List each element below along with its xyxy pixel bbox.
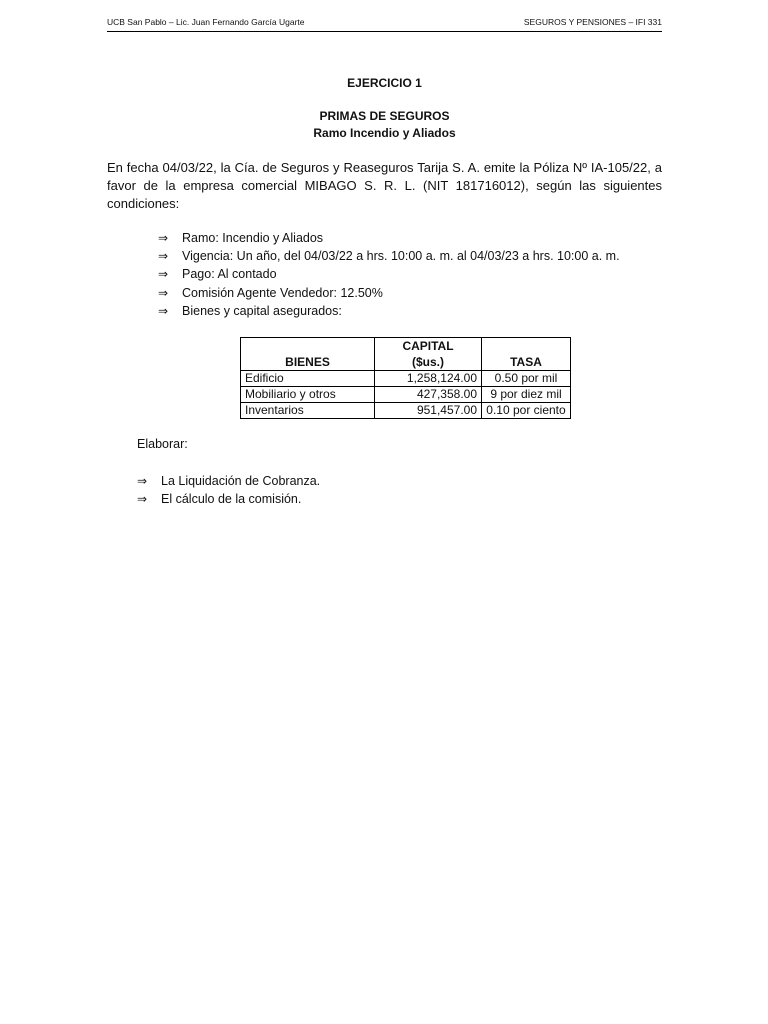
cell-bienes: Mobiliario y otros — [241, 387, 375, 403]
intro-paragraph: En fecha 04/03/22, la Cía. de Seguros y Reaseguros Tarija S. A. emite la Póliza Nº IA-105/22, a favor de la empresa comercial MIBAGO S. R. L. (NIT 181716012), según las siguientes condiciones: — [107, 160, 662, 211]
condition-text: Bienes y capital asegurados: — [182, 303, 342, 318]
header-capital-line2: ($us.) — [411, 355, 444, 369]
condition-item — [158, 247, 620, 265]
cell-tasa: 9 por diez mil — [482, 387, 571, 403]
arrow-icon: ⇒ — [158, 231, 169, 245]
elaborar-item — [137, 490, 320, 508]
condition-item — [158, 284, 620, 302]
table-row — [241, 387, 571, 403]
cell-tasa: 0.10 por ciento — [482, 403, 571, 419]
condition-text: Ramo: Incendio y Aliados — [182, 231, 324, 245]
condition-item — [158, 265, 620, 283]
condition-item — [158, 302, 620, 320]
elaborar-list — [137, 472, 320, 508]
elaborar-text: La Liquidación de Cobranza. — [161, 474, 321, 488]
page-header — [107, 17, 662, 27]
arrow-icon: ⇒ — [137, 492, 148, 507]
header-right: SEGUROS Y PENSIONES – IFI 331 — [523, 17, 662, 27]
header-bienes: BIENES — [241, 338, 375, 371]
arrow-icon: ⇒ — [158, 267, 169, 282]
arrow-icon: ⇒ — [158, 249, 169, 264]
condition-text: Comisión Agente Vendedor: 12.50% — [182, 285, 383, 300]
condition-text: Vigencia: Un año, del 04/03/22 a hrs. 10:00 a. m. al 04/03/23 a hrs. 10:00 a. m. — [182, 249, 620, 264]
table-row — [241, 371, 571, 387]
header-left: UCB San Pablo – Lic. Juan Fernando García Ugarte — [107, 17, 305, 27]
cell-capital: 1,258,124.00 — [375, 371, 482, 387]
table-row — [241, 403, 571, 419]
arrow-icon: ⇒ — [158, 285, 169, 300]
elaborar-text: El cálculo de la comisión. — [161, 492, 302, 507]
header-tasa: TASA — [482, 338, 571, 371]
arrow-icon: ⇒ — [137, 474, 148, 488]
cell-capital: 427,358.00 — [375, 387, 482, 403]
elaborar-title: Elaborar: — [137, 437, 188, 451]
elaborar-item — [137, 472, 320, 490]
header-divider — [107, 31, 662, 32]
exercise-subtitle: PRIMAS DE SEGUROS — [319, 109, 450, 123]
assets-table — [240, 337, 571, 419]
arrow-icon: ⇒ — [158, 303, 169, 318]
exercise-branch: Ramo Incendio y Aliados — [313, 126, 456, 140]
cell-bienes: Inventarios — [241, 403, 375, 419]
exercise-title: EJERCICIO 1 — [347, 76, 422, 90]
header-capital — [375, 338, 482, 371]
condition-text: Pago: Al contado — [182, 267, 277, 282]
header-capital-line1: CAPITAL — [402, 339, 454, 353]
cell-bienes: Edificio — [241, 371, 375, 387]
table-header-row — [241, 338, 571, 371]
condition-item — [158, 229, 620, 247]
cell-capital: 951,457.00 — [375, 403, 482, 419]
cell-tasa: 0.50 por mil — [482, 371, 571, 387]
conditions-list — [158, 229, 620, 320]
